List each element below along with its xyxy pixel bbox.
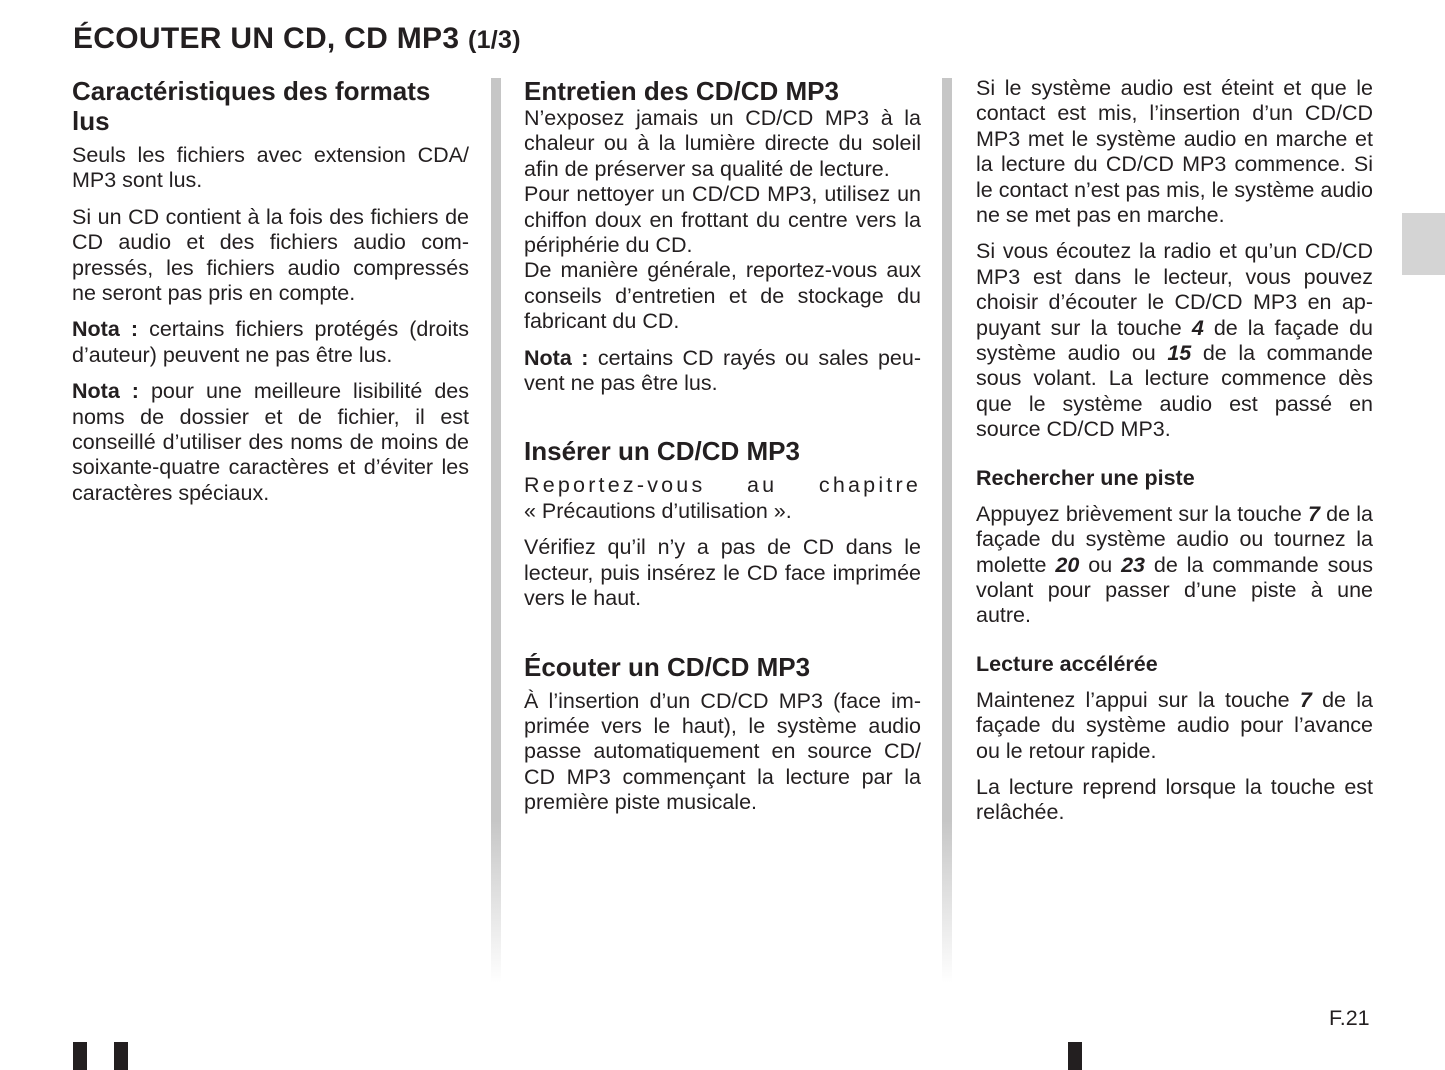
key-number: 7 <box>1308 501 1320 526</box>
paragraph: Si un CD contient à la fois des fichiers de CD audio et des fichiers audio compressés, les fichiers audio compressés ne seront pas pris en compte. <box>72 204 469 306</box>
title-part-indicator: (1/3) <box>467 26 521 54</box>
nota-paragraph: Nota : certains CD rayés ou sales peuvent ne pas être lus. <box>524 345 921 396</box>
print-mark <box>1068 1042 1082 1070</box>
paragraph: N’exposez jamais un CD/CD MP3 à la chaleur ou à la lumière directe du soleil afin de préserver sa qualité de lecture. <box>524 106 921 181</box>
column-divider <box>491 78 501 983</box>
print-mark <box>114 1042 128 1070</box>
paragraph: Maintenez l’appui sur la touche 7 de la façade du système audio pour l’avance ou le retour rapide. <box>976 687 1373 763</box>
key-number: 15 <box>1167 341 1192 366</box>
key-number: 4 <box>1191 315 1204 340</box>
page-title: ÉCOUTER UN CD, CD MP3 (1/3) <box>73 22 521 55</box>
section-heading-formats: Caractéristiques des formats lus <box>72 76 431 136</box>
nota-paragraph: Nota : pour une meilleure lisibilité des noms de dossier et de fichier, il est conseillé d’utiliser des noms de moins de soixante-quatre caractères et d’éviter les caractères spéciaux. <box>72 379 469 505</box>
page-number: F.21 <box>1329 1006 1370 1030</box>
paragraph: Vérifiez qu’il n’y a pas de CD dans le lecteur, puis insérez le CD face imprimée vers le haut. <box>524 535 921 611</box>
nota-label: Nota : <box>524 345 589 370</box>
nota-label: Nota : <box>72 379 139 404</box>
paragraph: Reportez-vous au chapitre « Précautions d’utilisation ». <box>524 473 921 523</box>
paragraph: Pour nettoyer un CD/CD MP3, utilisez un chiffon doux en frottant du centre vers la périphérie du CD. <box>524 182 921 258</box>
chapter-tab <box>1402 213 1445 275</box>
paragraph: À l’insertion d’un CD/CD MP3 (face imprimée vers le haut), le système audio passe automatiquement en source CD/ CD MP3 commençant la lecture par la première piste musicale. <box>524 688 921 815</box>
column-care <box>524 76 921 827</box>
key-number: 20 <box>1055 552 1080 577</box>
key-number: 23 <box>1121 552 1145 577</box>
print-mark <box>73 1042 87 1070</box>
nota-label: Nota : <box>72 317 138 342</box>
paragraph: Appuyez brièvement sur la touche 7 de la façade du système audio ou tournez la molette 20 ou 23 de la commande sous volant pour passer d’une piste à une autre. <box>976 501 1374 628</box>
column-divider <box>942 78 952 983</box>
paragraph: De manière générale, reportez-vous aux conseils d’entretien et de stockage du fabricant du CD. <box>524 258 921 334</box>
section-heading-insert: Insérer un CD/CD MP3 <box>524 436 800 467</box>
paragraph: Si le système audio est éteint et que le contact est mis, l’insertion d’un CD/CD MP3 met le système audio en marche et la lecture du CD/CD MP3 commence. Si le contact n’est pas mis, le système audio ne se met pas en marche. <box>976 76 1373 228</box>
subheading-search-track: Rechercher une piste <box>976 465 1195 490</box>
subheading-fast-play: Lecture accélérée <box>976 651 1158 676</box>
paragraph: La lecture reprend lorsque la touche est relâchée. <box>976 774 1373 825</box>
section-heading-listen: Écouter un CD/CD MP3 <box>524 651 811 682</box>
column-formats <box>72 76 469 517</box>
paragraph: Si vous écoutez la radio et qu’un CD/CD MP3 est dans le lecteur, vous pouvez choisir d’écouter le CD/CD MP3 en appuyant sur la touche 4 de la façade du système audio ou 15 de la commande sous volant. La lecture commence dès que le système audio est passé en source CD/CD MP3. <box>976 239 1374 442</box>
section-heading-care: Entretien des CD/CD MP3 <box>524 76 839 106</box>
paragraph: Seuls les fichiers avec extension CDA/ MP3 sont lus. <box>72 143 469 193</box>
nota-paragraph: Nota : certains fichiers protégés (droits d’auteur) peuvent ne pas être lus. <box>72 317 469 367</box>
column-playback <box>976 76 1373 837</box>
key-number: 7 <box>1299 687 1312 712</box>
